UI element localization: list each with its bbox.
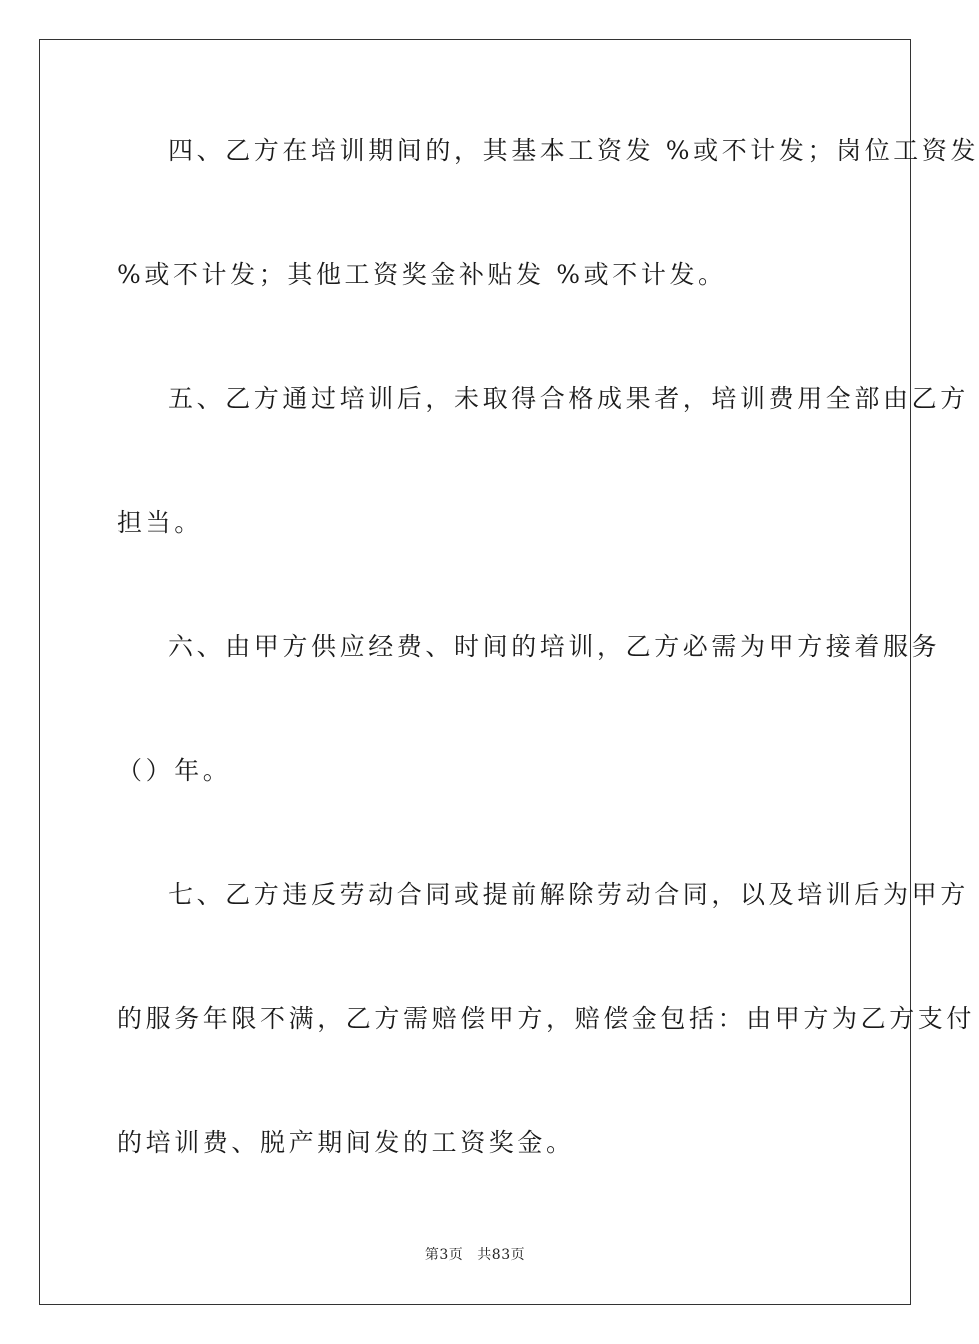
paragraph-7-line-1: 七、乙方违反劳动合同或提前解除劳动合同，以及培训后为甲方 [168,880,969,909]
page-total: 共83页 [477,1247,526,1263]
page-number: 第3页 [424,1247,464,1263]
paragraph-7-line-3: 的培训费、脱产期间发的工资奖金。 [117,1128,575,1157]
paragraph-7-line-2: 的服务年限不满，乙方需赔偿甲方，赔偿金包括：由甲方为乙方支付 [117,1004,976,1033]
page-frame [39,39,979,1305]
page-footer [0,1246,950,1264]
paragraph-5-line-1: 五、乙方通过培训后，未取得合格成果者，培训费用全部由乙方 [168,384,969,413]
paragraph-4-line-2: %或不计发；其他工资奖金补贴发 %或不计发。 [117,260,727,289]
paragraph-4-line-1: 四、乙方在培训期间的，其基本工资发 %或不计发；岗位工资发 [168,136,979,165]
paragraph-5-line-2: 担当。 [117,508,203,537]
paragraph-6-line-1: 六、由甲方供应经费、时间的培训，乙方必需为甲方接着服务 [168,632,941,661]
paragraph-6-line-2: （）年。 [117,756,232,785]
